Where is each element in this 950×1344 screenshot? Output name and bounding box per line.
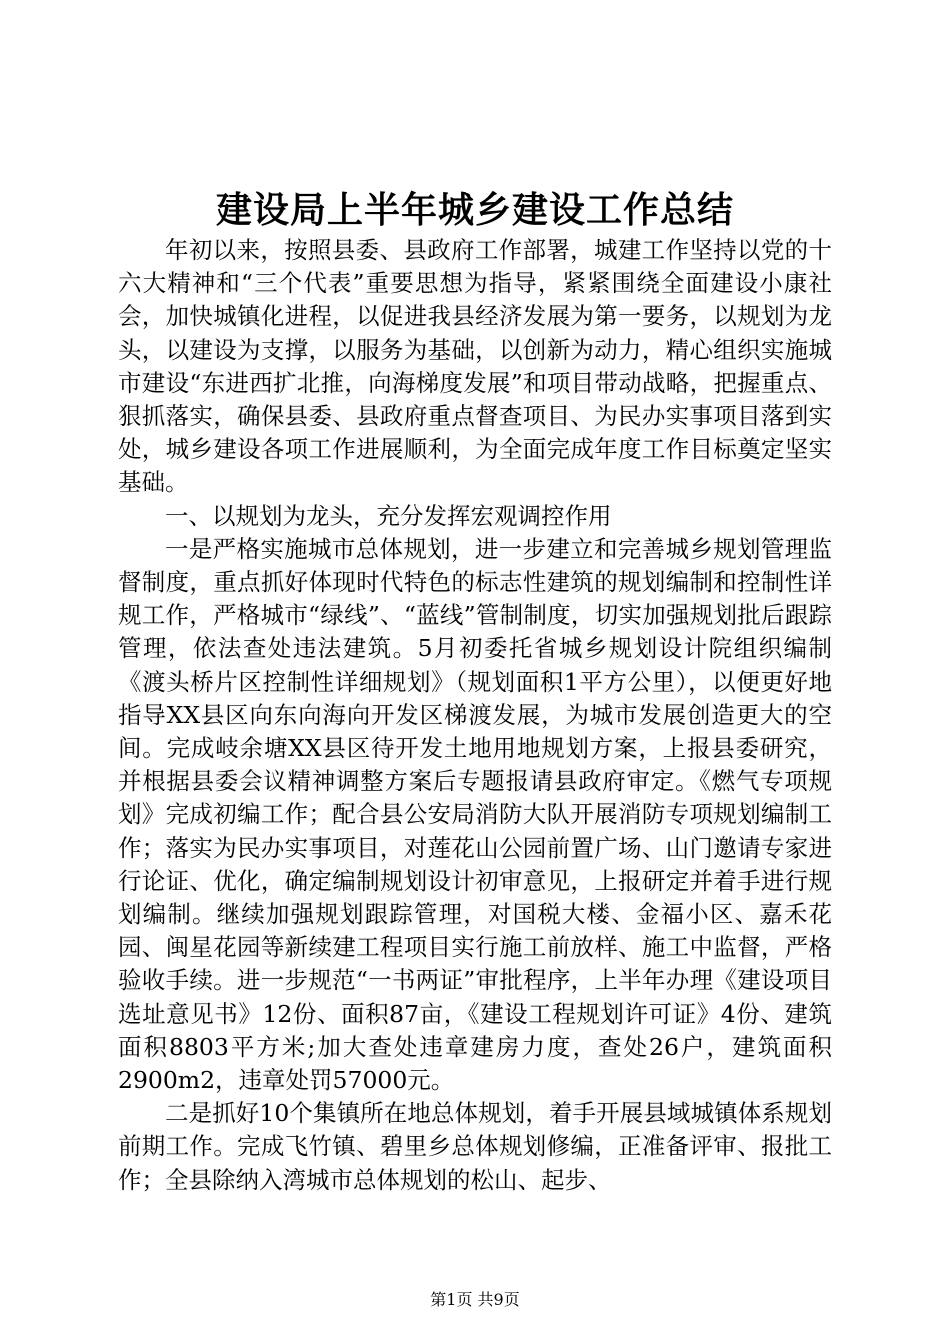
page-footer: 第1页 共9页 <box>430 1290 520 1309</box>
paragraph-towns: 二是抓好10个集镇所在地总体规划，着手开展县域城镇体系规划前期工作。完成飞竹镇、碧里乡总体规划修编，正准备评审、报批工作；全县除纳入湾城市总体规划的松山、起步、 <box>118 1099 832 1194</box>
document-title: 建设局上半年城乡建设工作总结 <box>215 189 734 231</box>
document-body <box>118 234 832 1197</box>
document-page <box>118 0 832 1197</box>
section-heading: 一、以规划为龙头，充分发挥宏观调控作用 <box>165 501 612 530</box>
paragraph-planning: 一是严格实施城市总体规划，进一步建立和完善城乡规划管理监督制度，重点抓好体现时代特色的标志性建筑的规划编制和控制性详规工作，严格城市“绿线”、“蓝线”管制制度，切实加强规划批后跟踪管理，依法查处违法建筑。5月初委托省城乡规划设计院组织编制《渡头桥片区控制性详细规划》（规划面积1平方公里），以便更好地指导XX县区向东向海向开发区梯渡发展，为城市发展创造更大的空间。完成岐余塘XX县区待开发土地用地规划方案，上报县委研究，并根据县委会议精神调整方案后专题报请县政府审定。《燃气专项规划》完成初编工作；配合县公安局消防大队开展消防专项规划编制工作；落实为民办实事项目，对莲花山公园前置广场、山门邀请专家进行论证、优化，确定编制规划设计初审意见，上报研定并着手进行规划编制。继续加强规划跟踪管理，对国税大楼、金福小区、嘉禾花园、闽星花园等新续建工程项目实行施工前放样、施工中监督，严格验收手续。进一步规范“一书两证”审批程序，上半年办理《建设项目选址意见书》12份、面积87亩，《建设工程规划许可证》4份、建筑面积8803平方米;加大查处违章建房力度，查处26户，建筑面积2900m2，违章处罚57000元。 <box>118 534 832 1095</box>
paragraph-intro: 年初以来，按照县委、县政府工作部署，城建工作坚持以党的十六大精神和“三个代表”重要思想为指导，紧紧围绕全面建设小康社会，加快城镇化进程，以促进我县经济发展为第一要务，以规划为龙头，以建设为支撑，以服务为基础，以创新为动力，精心组织实施城市建设“东进西扩北推，向海梯度发展”和项目带动战略，把握重点、狠抓落实，确保县委、县政府重点督查项目、为民办实事项目落到实处，城乡建设各项工作进展顺利，为全面完成年度工作目标奠定坚实基础。 <box>118 236 832 497</box>
